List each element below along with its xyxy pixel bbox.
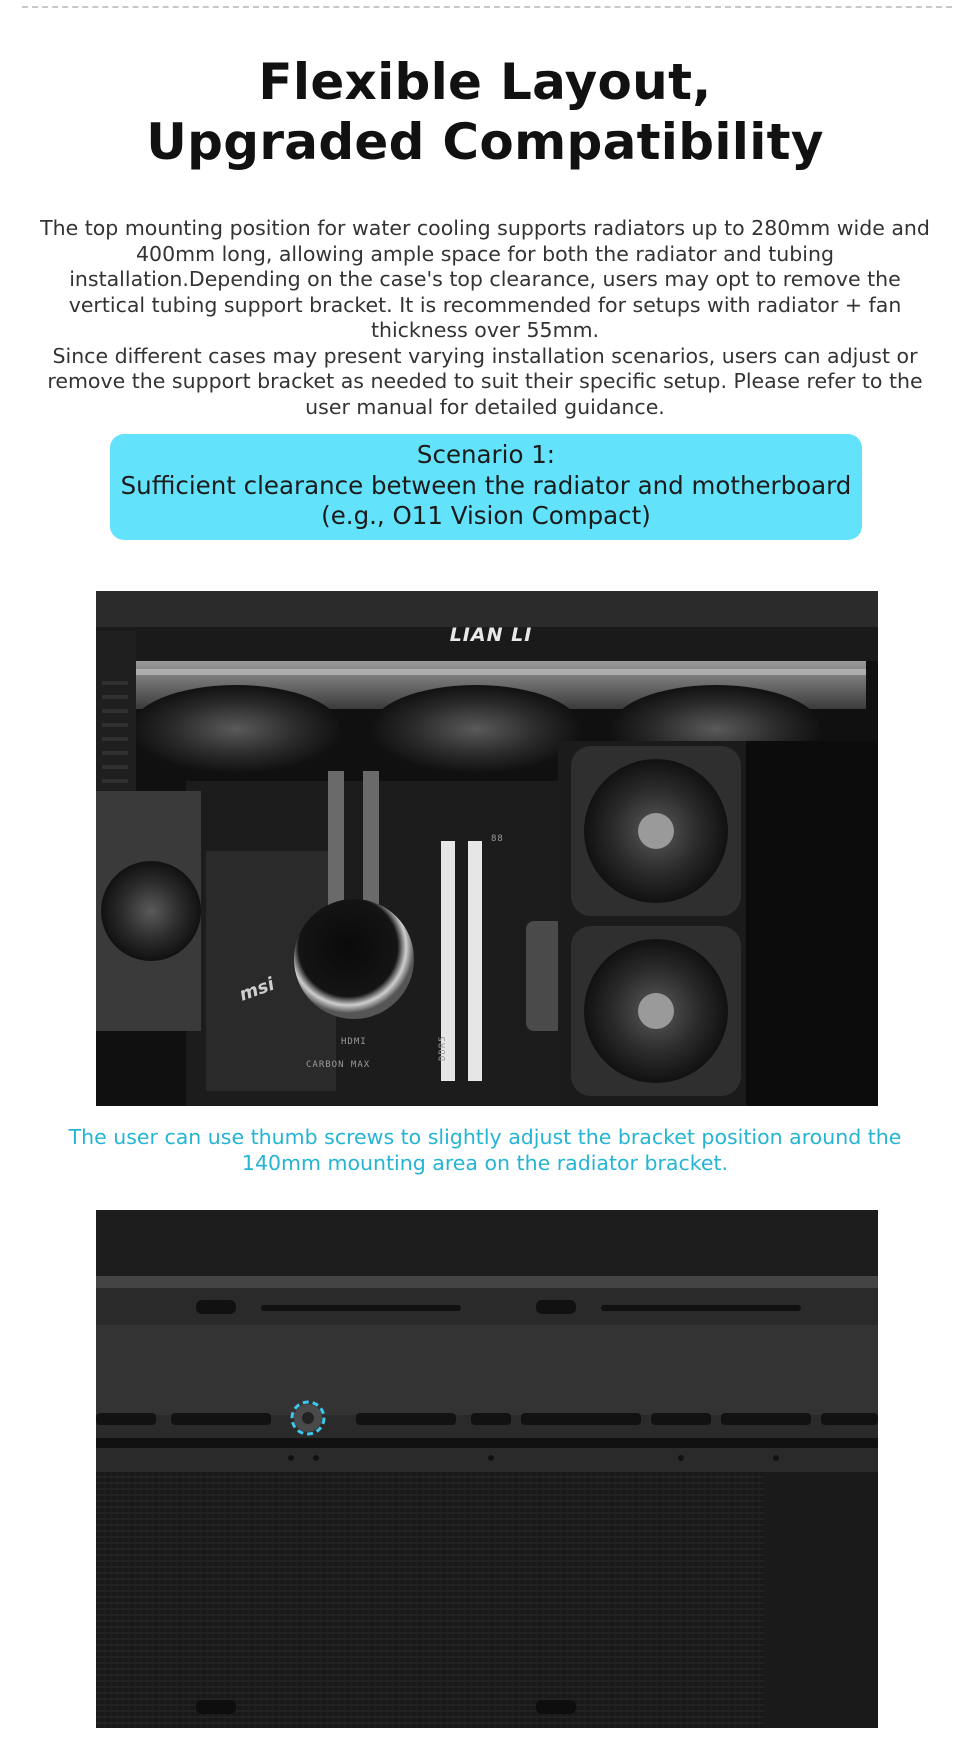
intro-text (36, 216, 934, 420)
photo-caption: The user can use thumb screws to slightly adjust the bracket position around the 140mm mounting area on the radiator bracket. (68, 1125, 902, 1175)
ram-label: DDR5 (438, 1035, 448, 1061)
case-right-wall (746, 741, 878, 1106)
top-fan-2 (371, 685, 581, 773)
intro-paragraph-2: Since different cases may present varying installation scenarios, users can adjust or remove the support bracket as needed to suit their specific setup. Please refer to the user manual for detailed guidance. (47, 343, 923, 419)
side-fan-hub-2 (638, 993, 674, 1029)
bracket-slot-row (96, 1413, 878, 1425)
msi-logo: msi (236, 973, 278, 1006)
case-top-panel (96, 591, 878, 627)
scenario-description: Sufficient clearance between the radiator and motherboard (120, 470, 852, 500)
board-model-label: CARBON MAX (306, 1060, 371, 1070)
scenario-title: Scenario 1: (416, 440, 556, 469)
case-top-edge (96, 1210, 878, 1276)
lian-li-logo: LIAN LI (449, 624, 533, 646)
pump-head (294, 899, 414, 1019)
debug-readout: 88 (491, 834, 504, 844)
rail-highlight (126, 669, 866, 675)
scenario-banner (110, 434, 862, 540)
intro-paragraph-1: The top mounting position for water cooling supports radiators up to 280mm wide and 400mm long, allowing ample space for both the radiator and tubing installation.Depending on the case's top clearance, users may opt to remove the vertical tubing support bracket. It is recommended for setups with radiator + fan thickness over 55mm. (40, 216, 930, 342)
top-lip (96, 1276, 878, 1288)
thumb-screw-center (302, 1412, 314, 1424)
case-interior-illustration (96, 591, 878, 1106)
top-divider (22, 6, 952, 8)
page-title (0, 52, 970, 172)
page-title-line-2: Upgraded Compatibility (146, 113, 824, 171)
ram-stick-2 (468, 841, 482, 1081)
radiator-fins (96, 1472, 878, 1728)
hdmi-label: HDMI (341, 1037, 367, 1047)
radiator-bracket-illustration (96, 1210, 878, 1728)
radiator-bracket-photo (96, 1210, 878, 1728)
case-interior-photo (96, 591, 878, 1106)
scenario-example: (e.g., O11 Vision Compact) (321, 501, 651, 530)
side-fan-hub-1 (638, 813, 674, 849)
gpu-fan (101, 861, 201, 961)
top-fan-1 (131, 685, 341, 773)
radiator-bracket-plate (96, 1325, 878, 1415)
bracket-slot-row-2 (96, 1438, 878, 1448)
page-title-line-1: Flexible Layout, (258, 53, 712, 111)
radiator-end-tank (764, 1472, 878, 1728)
